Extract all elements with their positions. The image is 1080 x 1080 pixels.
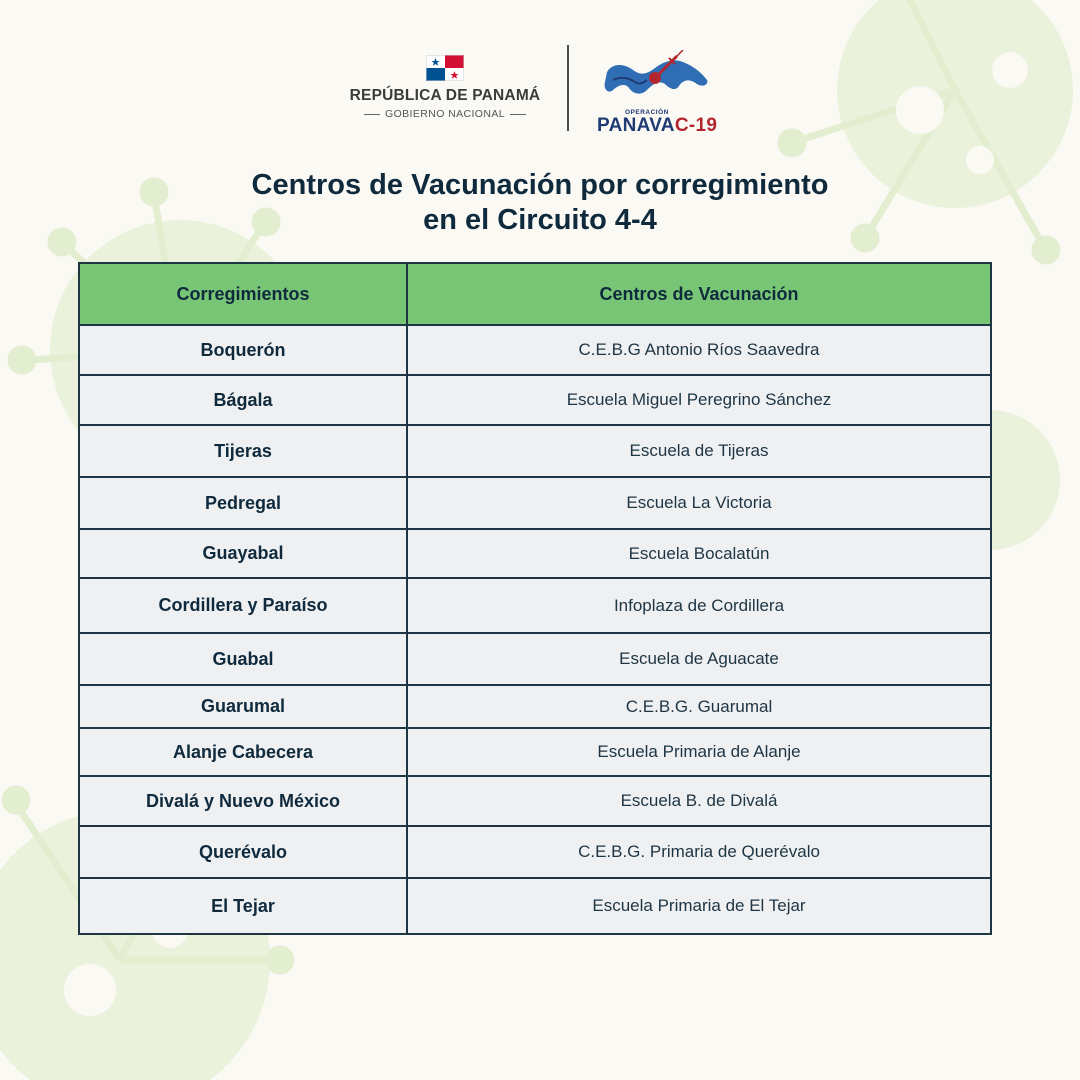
table-row [79,425,991,477]
centro-cell: C.E.B.G Antonio Ríos Saavedra [407,325,991,375]
corregimiento-cell: Cordillera y Paraíso [79,578,407,633]
title-line-1: Centros de Vacunación por corregimiento [251,169,829,201]
corregimiento-cell: Tijeras [79,425,407,477]
header-divider [567,45,569,131]
header [0,45,1080,140]
operation-label: OPERACIÓN [625,109,669,116]
centro-cell: Escuela de Tijeras [407,425,991,477]
centro-cell: Infoplaza de Cordillera [407,578,991,633]
table-row [79,633,991,685]
panama-map-syringe-icon [603,50,713,108]
column-header-corregimientos: Corregimientos [79,263,407,325]
corregimiento-cell: El Tejar [79,878,407,934]
government-title: REPÚBLICA DE PANAMÁ [349,87,541,104]
table-row [79,776,991,826]
corregimiento-cell: Boquerón [79,325,407,375]
centro-cell: Escuela B. de Divalá [407,776,991,826]
table-header-row [79,263,991,325]
corregimiento-cell: Querévalo [79,826,407,878]
centro-cell: C.E.B.G. Guarumal [407,685,991,728]
corregimiento-cell: Alanje Cabecera [79,728,407,776]
centro-cell: Escuela Primaria de Alanje [407,728,991,776]
table-row [79,529,991,578]
table-row [79,685,991,728]
table-row [79,325,991,375]
centro-cell: C.E.B.G. Primaria de Querévalo [407,826,991,878]
table-row [79,375,991,425]
corregimiento-cell: Divalá y Nuevo México [79,776,407,826]
table-row [79,728,991,776]
corregimiento-cell: Bágala [79,375,407,425]
corregimiento-cell: Guarumal [79,685,407,728]
column-header-centros: Centros de Vacunación [407,263,991,325]
government-subtitle: GOBIERNO NACIONAL [345,108,545,120]
title-line-2: en el Circuito 4-4 [423,204,657,236]
government-logo [345,55,545,120]
page-title [0,168,1080,238]
centro-cell: Escuela Miguel Peregrino Sánchez [407,375,991,425]
operation-logo [595,50,725,135]
corregimiento-cell: Guayabal [79,529,407,578]
operation-name: PANAVAC-19 [597,115,718,136]
table-row [79,578,991,633]
corregimiento-cell: Pedregal [79,477,407,529]
vaccination-centers-table [78,262,992,935]
corregimiento-cell: Guabal [79,633,407,685]
centro-cell: Escuela La Victoria [407,477,991,529]
table-row [79,878,991,934]
table-row [79,826,991,878]
centro-cell: Escuela de Aguacate [407,633,991,685]
table-row [79,477,991,529]
centro-cell: Escuela Primaria de El Tejar [407,878,991,934]
centro-cell: Escuela Bocalatún [407,529,991,578]
panama-flag-icon [426,55,464,81]
